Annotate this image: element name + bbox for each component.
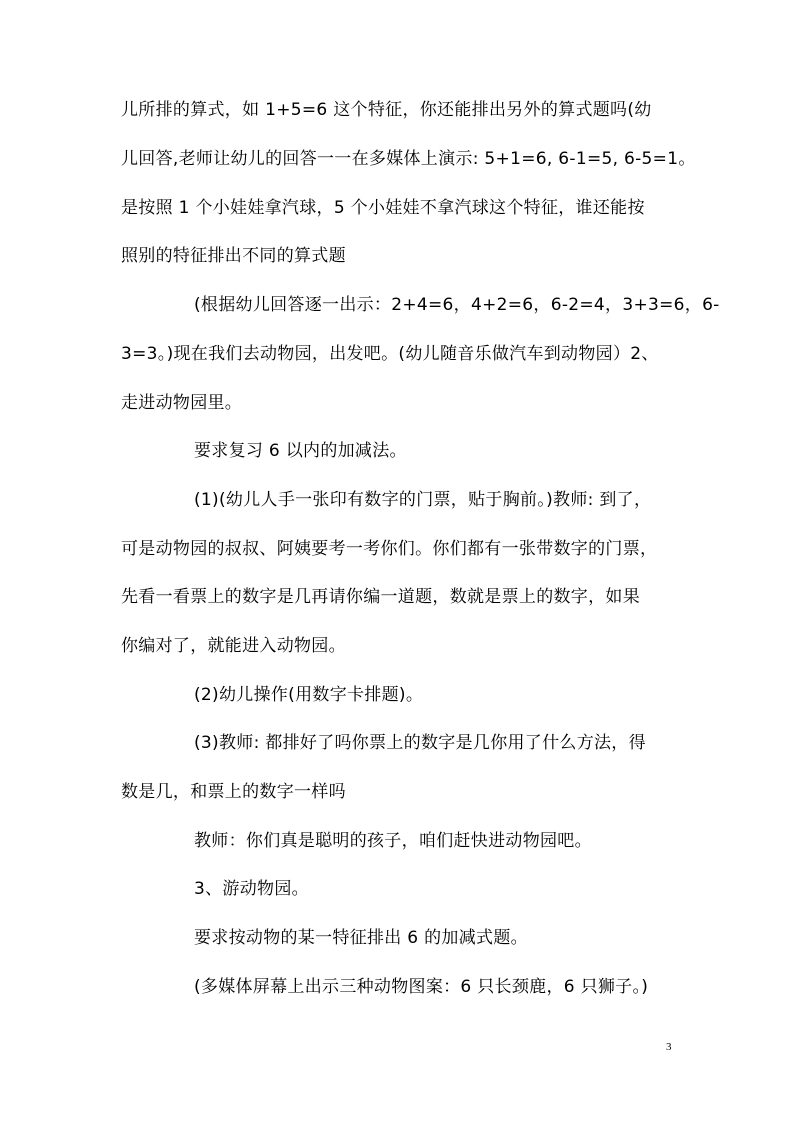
text-line-4: 照别的特征排出不同的算式题 (121, 246, 346, 266)
text-line-18: 要求按动物的某一特征排出 6 的加减式题。 (194, 928, 528, 948)
text-line-8: 要求复习 6 以内的加减法。 (194, 441, 407, 461)
page-number: 3 (666, 1041, 672, 1053)
text-line-3: 是按照 1 个小娃娃拿汽球，5 个小娃娃不拿汽球这个特征，谁还能按 (121, 198, 645, 218)
text-line-1: 儿所排的算式，如 1+5=6 这个特征，你还能排出另外的算式题吗(幼 (121, 100, 652, 120)
text-line-5: (根据幼儿回答逐一出示：2+4=6，4+2=6，6-2=4，3+3=6，6- (194, 295, 720, 315)
text-line-12: 你编对了，就能进入动物园。 (121, 636, 346, 656)
text-line-13: (2)幼儿操作(用数字卡排题)。 (194, 685, 424, 705)
text-line-16: 教师：你们真是聪明的孩子，咱们赶快进动物园吧。 (194, 831, 592, 851)
text-line-11: 先看一看票上的数字是几再请你编一道题，数就是票上的数字，如果 (121, 587, 640, 607)
text-line-9: (1)(幼儿人手一张印有数字的门票，贴于胸前。)教师: 到了， (194, 490, 652, 510)
text-line-17: 3、游动物园。 (194, 879, 309, 899)
text-line-10: 可是动物园的叔叔、阿姨要考一考你们。你们都有一张带数字的门票， (121, 539, 658, 559)
text-line-19: (多媒体屏幕上出示三种动物图案：6 只长颈鹿，6 只狮子。) (194, 977, 649, 997)
text-line-7: 走进动物园里。 (121, 393, 243, 413)
text-line-15: 数是几，和票上的数字一样吗 (121, 782, 346, 802)
text-line-14: (3)教师: 都排好了吗你票上的数字是几你用了什么方法，得 (194, 733, 646, 753)
text-line-2: 儿回答,老师让幼儿的回答一一在多媒体上演示: 5+1=6, 6-1=5, 6-5=1。 (121, 149, 696, 169)
text-line-6: 3=3。)现在我们去动物园，出发吧。(幼儿随音乐做汽车到动物园）2、 (121, 344, 659, 364)
